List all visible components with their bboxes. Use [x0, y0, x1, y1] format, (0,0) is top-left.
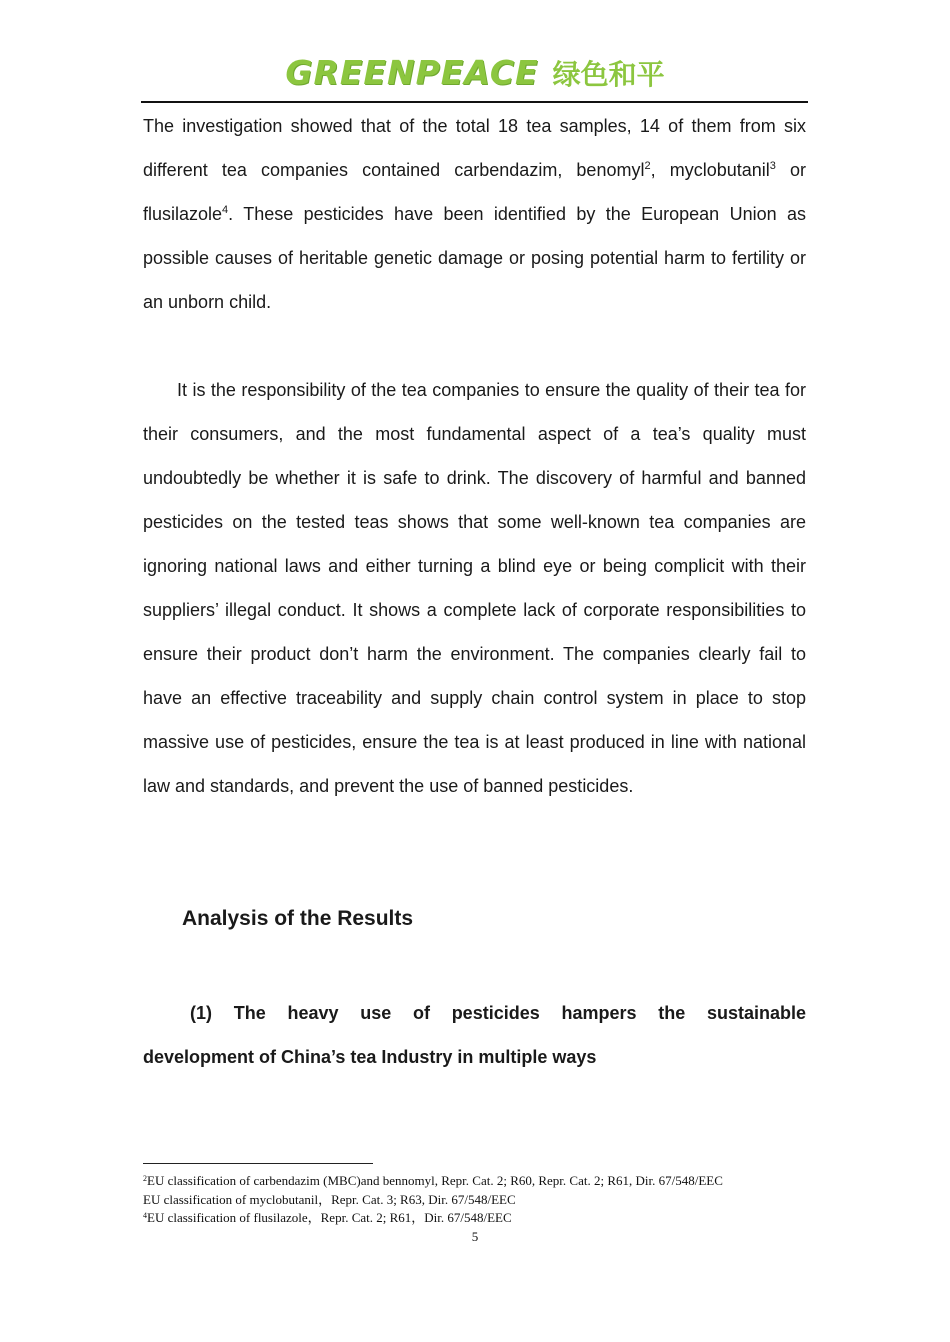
- footnote-ref: 2: [644, 160, 651, 172]
- footnote-number: 4: [143, 1211, 147, 1220]
- footnote-text: EU classification of myclobutanil，Repr. Cat. 3; R63, Dir. 67/548/EEC: [143, 1191, 516, 1207]
- subheading-line: (1) The heavy use of pesticides hampers the sustainable: [190, 1003, 806, 1023]
- logo-text: GREENPEACE: [285, 53, 539, 92]
- header-divider: [141, 101, 808, 103]
- subheading-line: development of China’s tea Industry in multiple ways: [143, 1047, 597, 1067]
- paragraph-text: or flusilazole: [143, 160, 806, 224]
- subheading: [143, 991, 806, 1079]
- footnote-ref: 3: [769, 160, 776, 172]
- paragraph-investigation: [143, 104, 806, 324]
- paragraph-text: . These pesticides have been identified by the European Union as possible causes of heritable genetic damage or posing potential harm to fertility or an unborn child.: [143, 204, 806, 312]
- footnote-ref: 4: [222, 204, 229, 216]
- footnote: [143, 1172, 823, 1191]
- logo-chinese-text: 绿色和平: [552, 58, 665, 91]
- paragraph-text: The investigation showed that of the total 18 tea samples, 14 of them from six different tea companies contained carbendazim, benomyl: [143, 116, 806, 180]
- footnote-number: 2: [143, 1174, 147, 1183]
- footnote: [143, 1209, 823, 1228]
- page-number: 5: [471, 1229, 479, 1244]
- footnote-text: EU classification of flusilazole，Repr. Cat. 2; R61，Dir. 67/548/EEC: [147, 1210, 512, 1225]
- greenpeace-logo: [0, 50, 950, 96]
- footnote-divider: [143, 1163, 373, 1164]
- paragraph-responsibility: It is the responsibility of the tea companies to ensure the quality of their tea for their consumers, and the most fundamental aspect of a tea’s quality must undoubtedly be whether it is safe to drink. The discovery of harmful and banned pesticides on the tested teas shows that some well-known tea companies are ignoring national laws and either turning a blind eye or being complicit with their suppliers’ illegal conduct. It shows a complete lack of corporate responsibilities to ensure their product don’t harm the environment. The companies clearly fail to have an effective traceability and supply chain control system in place to stop massive use of pesticides, ensure the tea is at least produced in line with national law and standards, and prevent the use of banned pesticides.: [143, 380, 806, 796]
- section-heading: Analysis of the Results: [182, 907, 414, 930]
- footnote-text: EU classification of carbendazim (MBC)and bennomyl, Repr. Cat. 2; R60, Repr. Cat. 2; R61, Dir. 67/548/EEC: [147, 1173, 723, 1188]
- footnotes: [143, 1172, 823, 1228]
- footnote: [143, 1191, 823, 1210]
- paragraph-text: , myclobutanil: [650, 160, 770, 180]
